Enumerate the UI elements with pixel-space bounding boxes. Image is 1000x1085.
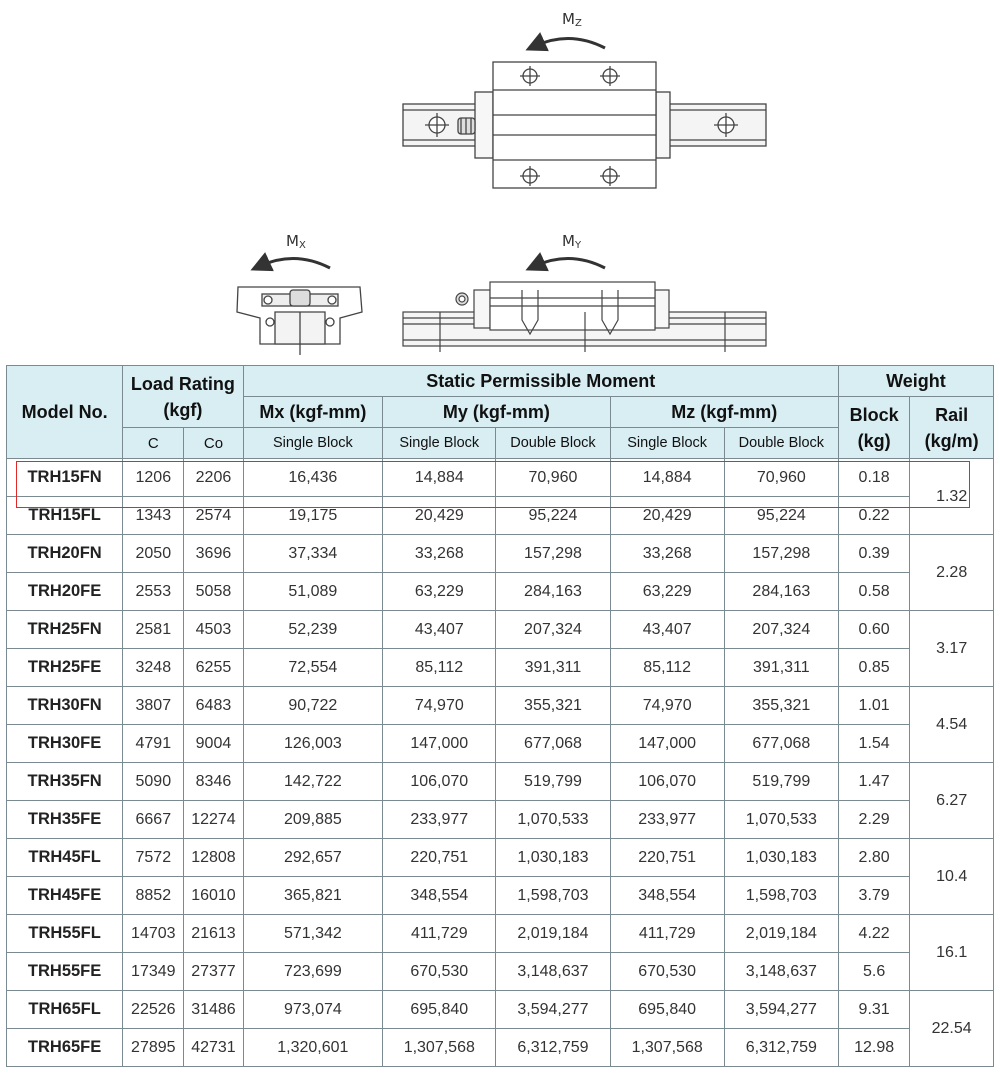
my-single-cell: 695,840 [383,991,496,1029]
table-row [7,839,994,877]
mx-single-cell: 126,003 [243,725,383,763]
my-double-cell: 95,224 [496,497,610,535]
model-cell: TRH55FL [7,915,123,953]
mx-single-cell: 209,885 [243,801,383,839]
mx-single-cell: 723,699 [243,953,383,991]
my-double-cell: 3,148,637 [496,953,610,991]
load-co-cell: 16010 [184,877,243,915]
mz-double-cell: 284,163 [724,573,838,611]
grease-nipple-icon [456,293,468,305]
header-my: My (kgf-mm) [383,397,610,428]
mz-single-cell: 74,970 [610,687,724,725]
mx-label: MX [286,232,306,251]
model-cell: TRH30FE [7,725,123,763]
load-co-cell: 5058 [184,573,243,611]
mz-single-cell: 147,000 [610,725,724,763]
my-double-cell: 519,799 [496,763,610,801]
header-weight: Weight [838,366,993,397]
mx-single-cell: 90,722 [243,687,383,725]
mz-single-cell: 14,884 [610,459,724,497]
mz-single-cell: 233,977 [610,801,724,839]
rail-weight-cell: 3.17 [910,611,994,687]
my-single-cell: 348,554 [383,877,496,915]
rail-weight-cell: 1.32 [910,459,994,535]
mz-double-cell: 207,324 [724,611,838,649]
model-cell: TRH35FE [7,801,123,839]
my-label: MY [562,232,582,251]
mz-arrow-icon [535,38,605,48]
mz-double-cell: 1,598,703 [724,877,838,915]
header-mz-single: Single Block [610,428,724,459]
model-cell: TRH55FE [7,953,123,991]
block-weight-cell: 0.58 [838,573,909,611]
header-my-single: Single Block [383,428,496,459]
header-block: Block (kg) [838,397,909,459]
mx-single-cell: 571,342 [243,915,383,953]
mz-double-cell: 677,068 [724,725,838,763]
table-row [7,1029,994,1067]
model-cell: TRH15FN [7,459,123,497]
block-weight-cell: 1.54 [838,725,909,763]
my-single-cell: 147,000 [383,725,496,763]
load-c-cell: 2050 [123,535,184,573]
header-mz: Mz (kgf-mm) [610,397,838,428]
load-co-cell: 27377 [184,953,243,991]
rail-weight-cell: 6.27 [910,763,994,839]
load-c-cell: 4791 [123,725,184,763]
block-weight-cell: 0.85 [838,649,909,687]
block-weight-cell: 12.98 [838,1029,909,1067]
my-single-cell: 220,751 [383,839,496,877]
header-mx: Mx (kgf-mm) [243,397,383,428]
block-weight-cell: 3.79 [838,877,909,915]
table-row [7,459,994,497]
mz-double-cell: 355,321 [724,687,838,725]
load-c-cell: 17349 [123,953,184,991]
block-weight-cell: 1.01 [838,687,909,725]
load-c-cell: 22526 [123,991,184,1029]
rail-weight-cell: 10.4 [910,839,994,915]
block-weight-cell: 0.18 [838,459,909,497]
my-single-cell: 43,407 [383,611,496,649]
my-double-cell: 391,311 [496,649,610,687]
mx-single-cell: 1,320,601 [243,1029,383,1067]
header-c: C [123,428,184,459]
mz-single-cell: 348,554 [610,877,724,915]
load-co-cell: 12274 [184,801,243,839]
mz-double-cell: 95,224 [724,497,838,535]
load-co-cell: 42731 [184,1029,243,1067]
my-double-cell: 6,312,759 [496,1029,610,1067]
mz-single-cell: 670,530 [610,953,724,991]
my-single-cell: 670,530 [383,953,496,991]
mz-label: MZ [562,10,582,29]
header-load-rating: Load Rating (kgf) [123,366,243,428]
mz-single-cell: 33,268 [610,535,724,573]
my-single-cell: 74,970 [383,687,496,725]
table-row [7,573,994,611]
my-double-cell: 284,163 [496,573,610,611]
table-row [7,649,994,687]
mx-single-cell: 16,436 [243,459,383,497]
block-weight-cell: 0.60 [838,611,909,649]
header-static-moment: Static Permissible Moment [243,366,838,397]
load-c-cell: 2553 [123,573,184,611]
model-cell: TRH65FE [7,1029,123,1067]
load-c-cell: 6667 [123,801,184,839]
rail-weight-cell: 4.54 [910,687,994,763]
mz-single-cell: 43,407 [610,611,724,649]
side-view-diagram [403,258,766,352]
mz-double-cell: 1,030,183 [724,839,838,877]
my-double-cell: 677,068 [496,725,610,763]
mx-single-cell: 142,722 [243,763,383,801]
load-co-cell: 6483 [184,687,243,725]
table-row [7,801,994,839]
my-double-cell: 207,324 [496,611,610,649]
model-cell: TRH25FE [7,649,123,687]
my-single-cell: 233,977 [383,801,496,839]
block-weight-cell: 0.22 [838,497,909,535]
mz-double-cell: 157,298 [724,535,838,573]
mx-single-cell: 365,821 [243,877,383,915]
my-single-cell: 20,429 [383,497,496,535]
load-c-cell: 8852 [123,877,184,915]
load-co-cell: 8346 [184,763,243,801]
model-cell: TRH45FE [7,877,123,915]
my-arrow-icon [535,258,605,268]
block-weight-cell: 5.6 [838,953,909,991]
model-cell: TRH20FE [7,573,123,611]
mx-single-cell: 973,074 [243,991,383,1029]
mz-single-cell: 63,229 [610,573,724,611]
load-c-cell: 5090 [123,763,184,801]
my-single-cell: 1,307,568 [383,1029,496,1067]
table-row [7,991,994,1029]
header-co: Co [184,428,243,459]
mz-single-cell: 85,112 [610,649,724,687]
rail-weight-cell: 22.54 [910,991,994,1067]
my-single-cell: 85,112 [383,649,496,687]
load-co-cell: 4503 [184,611,243,649]
block-weight-cell: 4.22 [838,915,909,953]
header-model-no: Model No. [7,366,123,459]
grease-nipple-icon [458,118,475,134]
load-c-cell: 3807 [123,687,184,725]
my-single-cell: 63,229 [383,573,496,611]
load-c-cell: 1206 [123,459,184,497]
header-rail: Rail (kg/m) [910,397,994,459]
my-double-cell: 2,019,184 [496,915,610,953]
table-row [7,763,994,801]
load-co-cell: 9004 [184,725,243,763]
spec-table [6,365,994,1067]
my-single-cell: 33,268 [383,535,496,573]
table-row [7,611,994,649]
load-c-cell: 2581 [123,611,184,649]
my-single-cell: 411,729 [383,915,496,953]
my-single-cell: 14,884 [383,459,496,497]
mz-single-cell: 695,840 [610,991,724,1029]
load-c-cell: 7572 [123,839,184,877]
my-double-cell: 157,298 [496,535,610,573]
table-row [7,877,994,915]
load-c-cell: 1343 [123,497,184,535]
mx-arrow-icon [260,258,330,268]
table-row [7,953,994,991]
model-cell: TRH20FN [7,535,123,573]
spec-table-body [7,459,994,1067]
mx-single-cell: 72,554 [243,649,383,687]
mx-single-cell: 52,239 [243,611,383,649]
header-mz-double: Double Block [724,428,838,459]
top-view-diagram [403,38,766,188]
mz-double-cell: 519,799 [724,763,838,801]
mz-single-cell: 106,070 [610,763,724,801]
mz-single-cell: 220,751 [610,839,724,877]
mx-single-cell: 51,089 [243,573,383,611]
load-co-cell: 3696 [184,535,243,573]
load-c-cell: 14703 [123,915,184,953]
my-double-cell: 355,321 [496,687,610,725]
my-double-cell: 1,030,183 [496,839,610,877]
mz-single-cell: 20,429 [610,497,724,535]
header-mx-single: Single Block [243,428,383,459]
header-my-double: Double Block [496,428,610,459]
mx-single-cell: 19,175 [243,497,383,535]
mz-double-cell: 2,019,184 [724,915,838,953]
block-weight-cell: 2.80 [838,839,909,877]
rail-weight-cell: 16.1 [910,915,994,991]
moment-diagrams [0,0,1000,365]
load-co-cell: 2206 [184,459,243,497]
load-c-cell: 27895 [123,1029,184,1067]
end-view-diagram [237,258,362,355]
my-double-cell: 1,598,703 [496,877,610,915]
rail-weight-cell: 2.28 [910,535,994,611]
table-row [7,497,994,535]
model-cell: TRH35FN [7,763,123,801]
mz-single-cell: 1,307,568 [610,1029,724,1067]
my-double-cell: 3,594,277 [496,991,610,1029]
block-weight-cell: 2.29 [838,801,909,839]
mz-single-cell: 411,729 [610,915,724,953]
model-cell: TRH25FN [7,611,123,649]
load-co-cell: 12808 [184,839,243,877]
model-cell: TRH45FL [7,839,123,877]
load-co-cell: 21613 [184,915,243,953]
block-weight-cell: 9.31 [838,991,909,1029]
load-co-cell: 31486 [184,991,243,1029]
block-weight-cell: 1.47 [838,763,909,801]
mz-double-cell: 1,070,533 [724,801,838,839]
block-weight-cell: 0.39 [838,535,909,573]
mz-double-cell: 3,594,277 [724,991,838,1029]
mz-double-cell: 70,960 [724,459,838,497]
model-cell: TRH30FN [7,687,123,725]
mz-double-cell: 3,148,637 [724,953,838,991]
model-cell: TRH15FL [7,497,123,535]
mx-single-cell: 37,334 [243,535,383,573]
table-row [7,535,994,573]
model-cell: TRH65FL [7,991,123,1029]
my-double-cell: 1,070,533 [496,801,610,839]
mz-double-cell: 6,312,759 [724,1029,838,1067]
load-co-cell: 6255 [184,649,243,687]
my-single-cell: 106,070 [383,763,496,801]
mx-single-cell: 292,657 [243,839,383,877]
table-row [7,915,994,953]
mz-double-cell: 391,311 [724,649,838,687]
load-c-cell: 3248 [123,649,184,687]
my-double-cell: 70,960 [496,459,610,497]
table-row [7,725,994,763]
load-co-cell: 2574 [184,497,243,535]
table-row [7,687,994,725]
